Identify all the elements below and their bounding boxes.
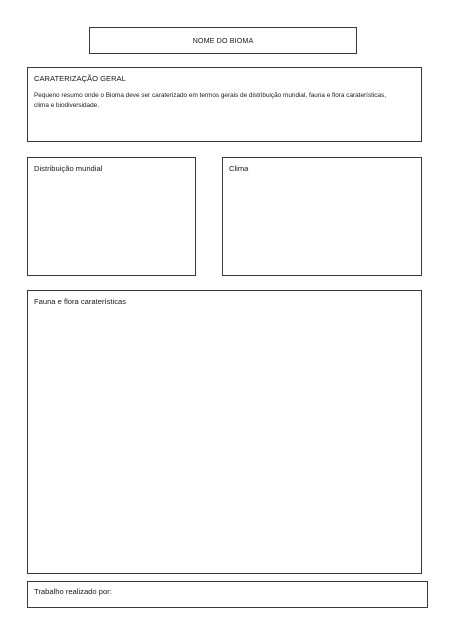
climate-section[interactable] [222,157,422,276]
general-characterization-text: Pequeno resumo onde o Bioma deve ser caraterizado em termos gerais de distribuição mundial, fauna e flora caraterísticas, clima e biodiversidade. [34,92,387,109]
fauna-flora-section[interactable] [27,290,422,574]
world-distribution-heading: Distribuição mundial [34,164,103,173]
author-section[interactable] [27,581,428,608]
author-heading: Trabalho realizado por: [34,587,112,596]
biome-name-box[interactable] [89,27,357,54]
page-title: NOME DO BIOMA [192,36,254,45]
fauna-flora-heading: Fauna e flora caraterísticas [34,297,127,306]
general-characterization-heading: CARATERIZAÇÃO GERAL [34,74,126,83]
climate-heading: Clima [229,164,249,173]
general-characterization-section[interactable] [27,67,422,142]
world-distribution-section[interactable] [27,157,196,276]
